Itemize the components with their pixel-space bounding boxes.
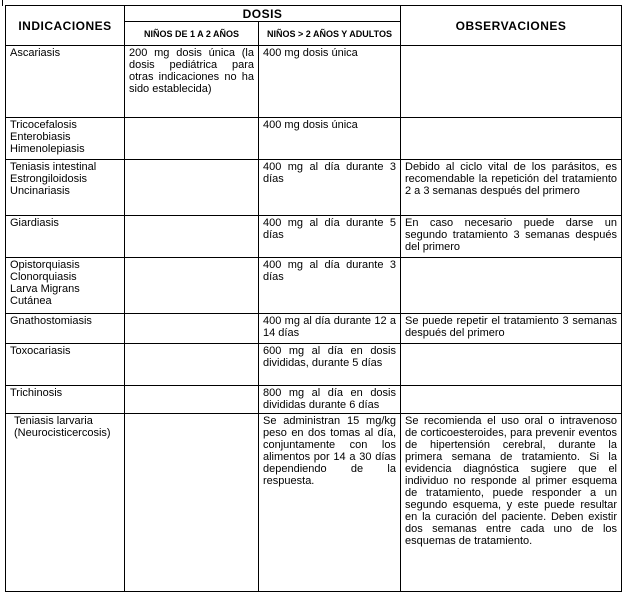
cell-indicaciones — [6, 118, 125, 160]
indicacion-label: Opistorquiasis — [10, 259, 80, 271]
cell-ninos-1-2 — [125, 216, 259, 258]
table-row — [6, 386, 622, 414]
indicacion-label: Trichinosis — [10, 387, 63, 399]
table-row — [6, 160, 622, 216]
indicacion-label: Estrongiloidosis — [10, 173, 88, 185]
cell-ninos-1-2 — [125, 160, 259, 216]
indicacion-label: Himenolepiasis — [10, 143, 85, 155]
header-observaciones: OBSERVACIONES — [401, 6, 622, 46]
cell-observaciones — [401, 386, 622, 414]
margin-tick — [2, 0, 3, 6]
cell-adultos: Se administran 15 mg/kg peso en dos tomas al día, conjuntamente con los alimentos por 14 a 30 días dependiendo de la respuesta. — [259, 414, 401, 592]
cell-ninos-1-2 — [125, 344, 259, 386]
cell-ninos-1-2: 200 mg dosis única (la dosis pediátrica para otras indicaciones no ha sido establecida) — [125, 46, 259, 118]
header-indicaciones: INDICACIONES — [6, 6, 125, 46]
table-body — [6, 46, 622, 592]
cell-ninos-1-2 — [125, 118, 259, 160]
indicacion-label: Enterobiasis — [10, 131, 71, 143]
cell-adultos: 800 mg al día en dosis divididas durante 6 días — [259, 386, 401, 414]
cell-ninos-1-2 — [125, 386, 259, 414]
cell-adultos: 400 mg dosis única — [259, 46, 401, 118]
cell-observaciones — [401, 46, 622, 118]
cell-indicaciones — [6, 386, 125, 414]
indicacion-label: Toxocariasis — [10, 345, 71, 357]
cell-indicaciones — [6, 46, 125, 118]
cell-adultos: 400 mg al día durante 5 días — [259, 216, 401, 258]
cell-observaciones — [401, 258, 622, 314]
cell-observaciones: Se recomienda el uso oral o intravenoso de corticoesteroides, para prevenir eventos de hipertensión cerebral, durante la primera semana de tratamiento. Si la evidencia diagnóstica sugiere que el individuo no responde al primer esquema de tratamiento, puede responder a un segundo esquema, y este puede resultar en la curación del paciente. Deben existir dos semanas entre cada uno de los esquemas de tratamiento. — [401, 414, 622, 592]
indicacion-label: Larva Migrans Cutánea — [10, 283, 80, 307]
indicacion-label: Gnathostomiasis — [10, 315, 92, 327]
indicacion-label: Teniasis larvaria (Neurocisticercosis) — [14, 415, 111, 439]
table-row — [6, 216, 622, 258]
cell-ninos-1-2 — [125, 414, 259, 592]
table-row — [6, 314, 622, 344]
header-ninos-mayores: NIÑOS > 2 AÑOS Y ADULTOS — [259, 22, 401, 46]
table-row — [6, 258, 622, 314]
cell-observaciones: En caso necesario puede darse un segundo tratamiento 3 semanas después del primero — [401, 216, 622, 258]
cell-indicaciones — [6, 414, 125, 592]
table-row — [6, 46, 622, 118]
table-row — [6, 344, 622, 386]
indicacion-label: Tricocefalosis — [10, 119, 77, 131]
indicacion-label: Giardiasis — [10, 217, 59, 229]
cell-indicaciones — [6, 216, 125, 258]
table-row — [6, 414, 622, 592]
cell-ninos-1-2 — [125, 258, 259, 314]
cell-adultos: 400 mg dosis única — [259, 118, 401, 160]
header-dosis: DOSIS — [125, 6, 401, 22]
cell-indicaciones — [6, 344, 125, 386]
cell-observaciones — [401, 118, 622, 160]
table-row — [6, 118, 622, 160]
cell-observaciones: Se puede repetir el tratamiento 3 semanas después del primero — [401, 314, 622, 344]
indicacion-label: Teniasis intestinal — [10, 161, 97, 173]
indicacion-label: Clonorquiasis — [10, 271, 77, 283]
cell-indicaciones — [6, 314, 125, 344]
indicacion-label: Ascariasis — [10, 47, 61, 59]
cell-indicaciones — [6, 160, 125, 216]
header-ninos-1-2: NIÑOS DE 1 A 2 AÑOS — [125, 22, 259, 46]
cell-observaciones: Debido al ciclo vital de los parásitos, es recomendable la repetición del tratamiento 2 a 3 semanas después del primero — [401, 160, 622, 216]
cell-adultos: 400 mg al día durante 3 días — [259, 160, 401, 216]
cell-adultos: 600 mg al día en dosis divididas, durante 5 días — [259, 344, 401, 386]
cell-adultos: 400 mg al día durante 3 días — [259, 258, 401, 314]
dosage-table — [5, 5, 622, 592]
indicacion-label: Uncinariasis — [10, 185, 70, 197]
cell-adultos: 400 mg al día durante 12 a 14 días — [259, 314, 401, 344]
cell-observaciones — [401, 344, 622, 386]
cell-indicaciones — [6, 258, 125, 314]
cell-ninos-1-2 — [125, 314, 259, 344]
